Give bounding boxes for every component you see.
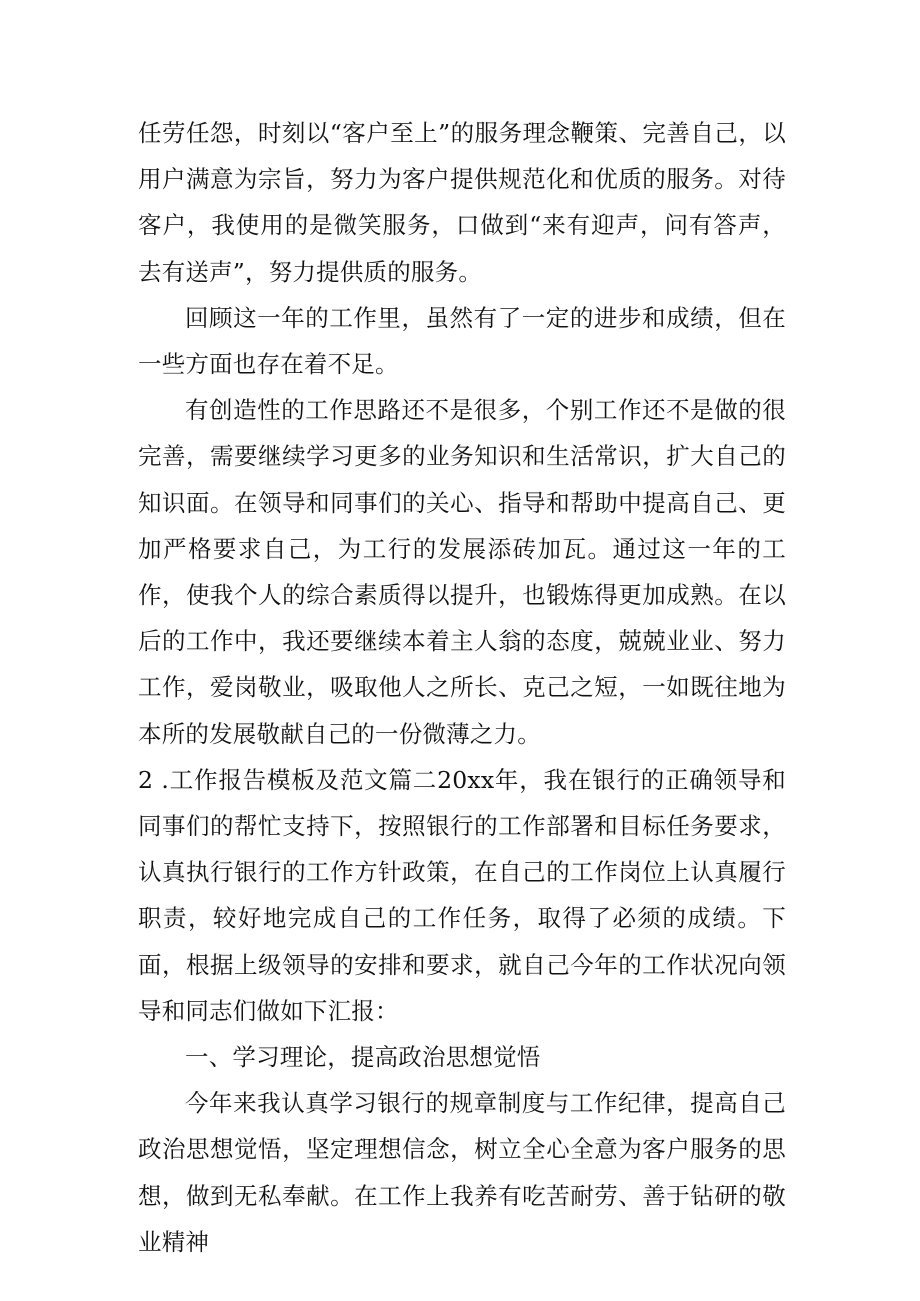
- paragraph-4-section-2: 2 .工作报告模板及范文篇二20xx年，我在银行的正确领导和同事们的帮忙支持下，按照银行的工作部署和目标任务要求，认真执行银行的工作方针政策，在自己的工作岗位上认真履行职责，较好地完成自己的工作任务，取得了必须的成绩。下面，根据上级领导的安排和要求，就自己今年的工作状况向领导和同志们做如下汇报：: [138, 765, 786, 1025]
- paragraph-6: 今年来我认真学习银行的规章制度与工作纪律，提高自己政治思想觉悟，坚定理想信念，树立全心全意为客户服务的思想，做到无私奉献。在工作上我养有吃苦耐劳、善于钻研的敬业精神: [138, 1089, 786, 1256]
- paragraph-3: 有创造性的工作思路还不是很多，个别工作还不是做的很完善，需要继续学习更多的业务知识和生活常识，扩大自己的知识面。在领导和同事们的关心、指导和帮助中提高自己、更加严格要求自己，为工行的发展添砖加瓦。通过这一年的工作，使我个人的综合素质得以提升，也锻炼得更加成熟。在以后的工作中，我还要继续本着主人翁的态度，兢兢业业、努力工作，爱岗敬业，吸取他人之所长、克己之短，一如既往地为本所的发展敬献自己的一份微薄之力。: [138, 396, 786, 748]
- section-heading-1: 一、学习理论，提高政治思想觉悟: [185, 1043, 541, 1072]
- paragraph-1: 任劳任怨，时刻以“客户至上”的服务理念鞭策、完善自己，以用户满意为宗旨，努力为客户提供规范化和优质的服务。对待客户，我使用的是微笑服务，口做到“来有迎声，问有答声，去有送声”，努力提供质的服务。: [138, 119, 786, 286]
- paragraph-2: 回顾这一年的工作里，虽然有了一定的进步和成绩，但在一些方面也存在着不足。: [138, 303, 786, 379]
- document-body: [138, 110, 786, 1265]
